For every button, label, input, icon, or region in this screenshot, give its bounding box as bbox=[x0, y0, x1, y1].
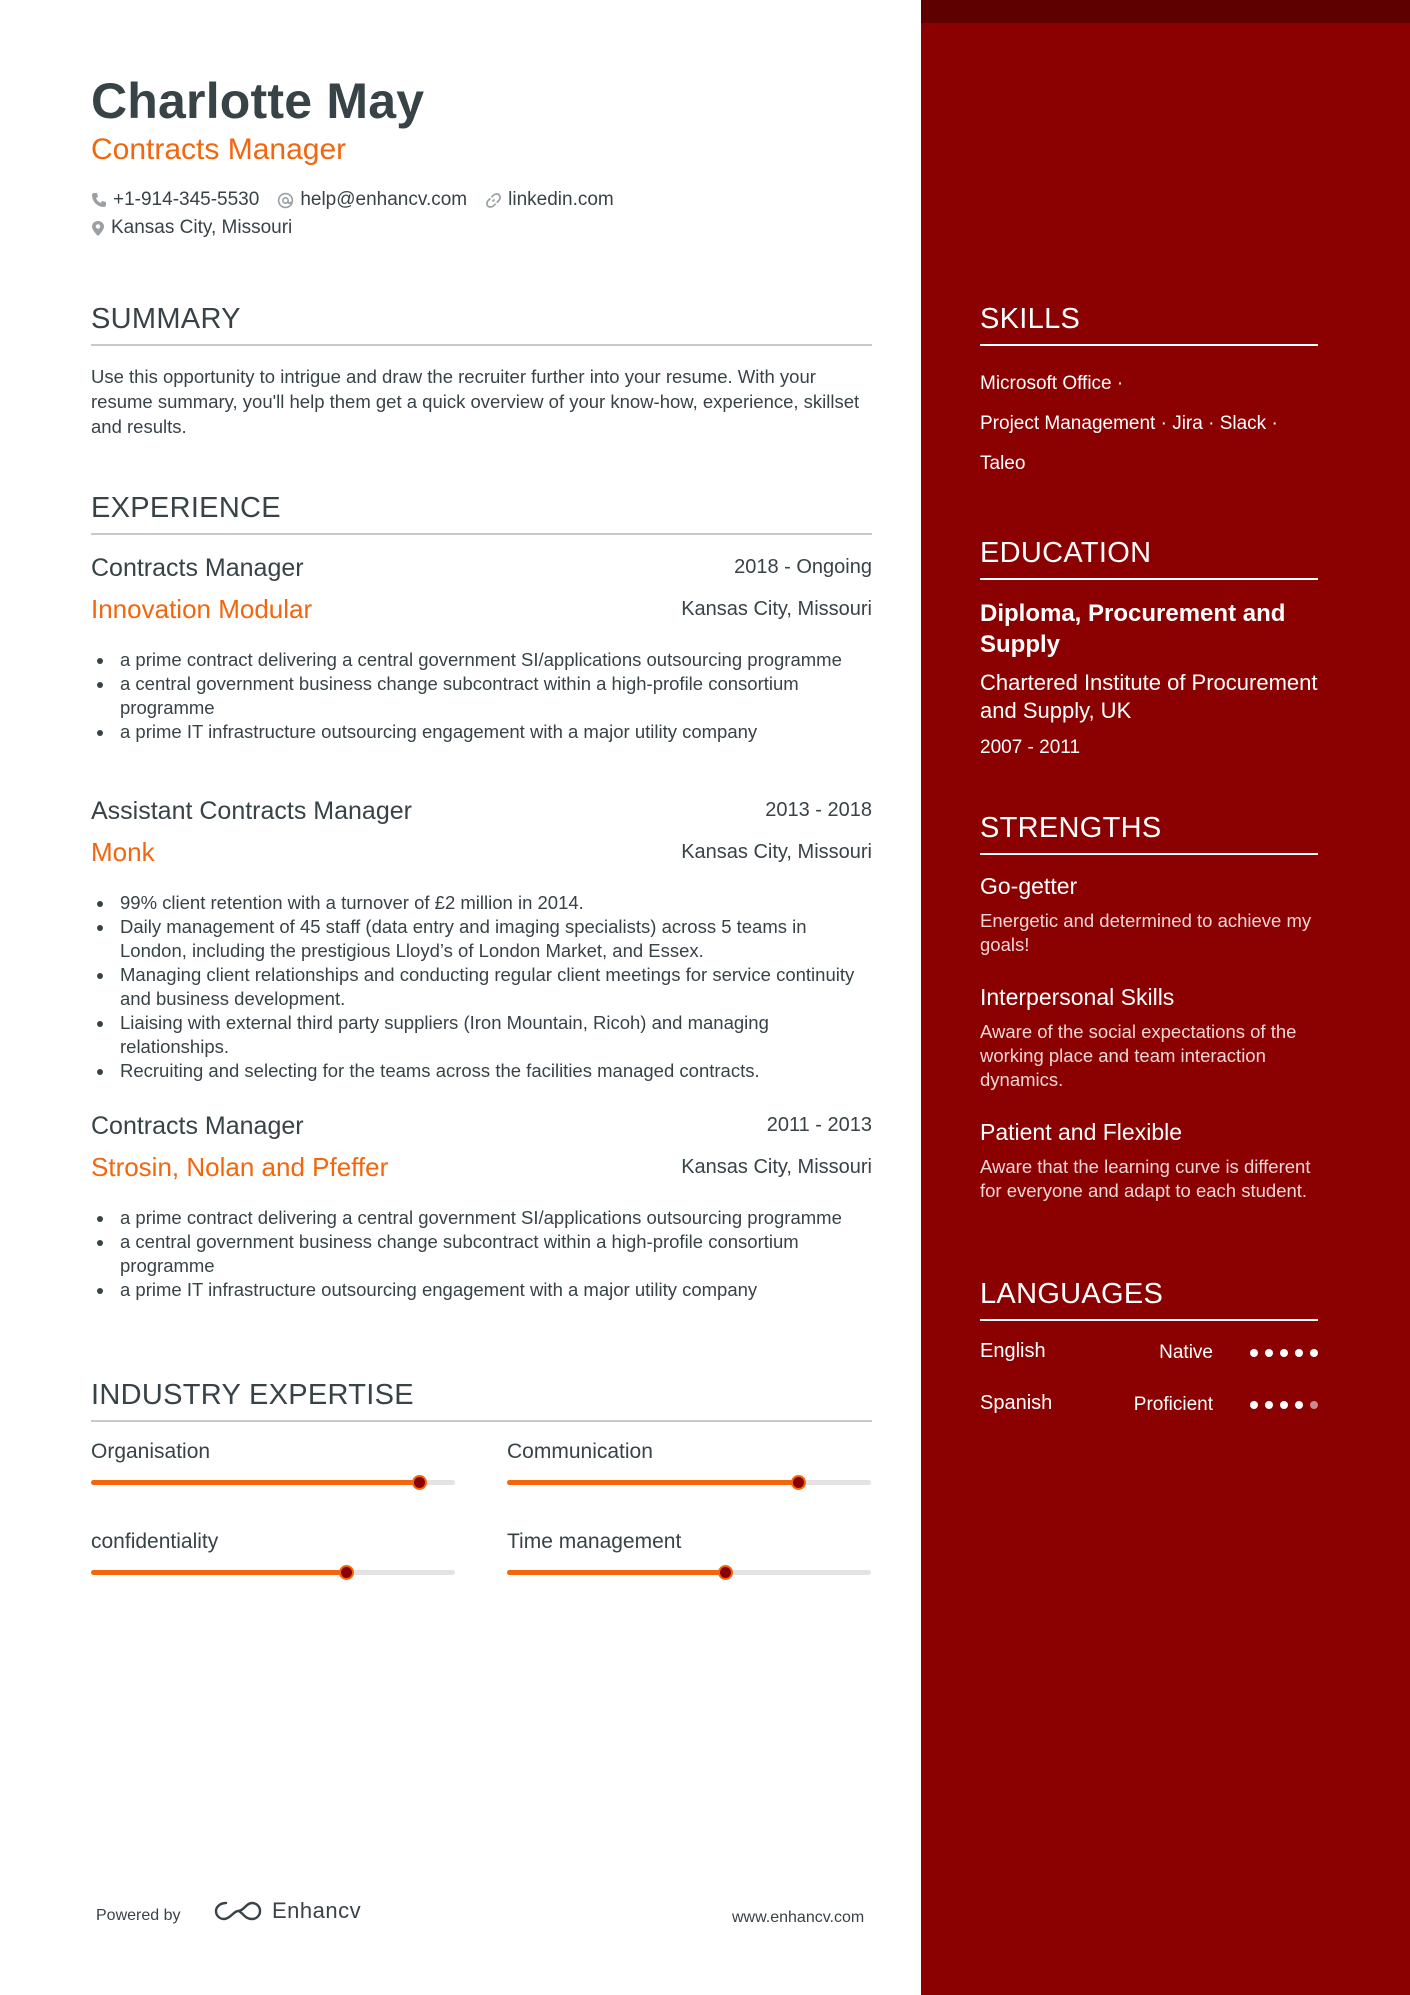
job-bullet: a prime IT infrastructure outsourcing engagement with a major utility company bbox=[91, 1278, 872, 1302]
location-text: Kansas City, Missouri bbox=[111, 217, 293, 238]
strength-description: Energetic and determined to achieve my goals! bbox=[980, 910, 1312, 955]
expertise-heading: INDUSTRY EXPERTISE bbox=[91, 1379, 872, 1422]
proficiency-dot bbox=[1310, 1401, 1318, 1409]
education-school: Chartered Institute of Procurement and Supply, UK bbox=[980, 670, 1318, 723]
location-pin-icon bbox=[91, 220, 105, 237]
proficiency-dot bbox=[1280, 1349, 1288, 1357]
expertise-bar-handle bbox=[791, 1475, 806, 1490]
job-bullet: Recruiting and selecting for the teams across the facilities managed contracts. bbox=[91, 1059, 872, 1083]
contact-location bbox=[91, 217, 292, 239]
footer-brand-text: Enhancv bbox=[272, 1898, 362, 1923]
expertise-bar-handle bbox=[718, 1565, 733, 1580]
language-level: Native bbox=[1159, 1342, 1213, 1363]
job-location: Kansas City, Missouri bbox=[681, 598, 872, 620]
job-bullet: Managing client relationships and conducting regular client meetings for service continuity and business development. bbox=[91, 963, 872, 1011]
language-level: Proficient bbox=[1133, 1394, 1213, 1415]
expertise-item bbox=[507, 1530, 871, 1575]
expertise-bar bbox=[91, 1480, 455, 1485]
footer-powered-by: Powered by bbox=[96, 1907, 181, 1924]
language-name: Spanish bbox=[980, 1392, 1053, 1414]
skills-heading: SKILLS bbox=[980, 303, 1318, 346]
language-proficiency-dots bbox=[1243, 1349, 1318, 1357]
strength-description: Aware that the learning curve is different for everyone and adapt to each student. bbox=[980, 1156, 1311, 1201]
skills-line: Taleo bbox=[980, 453, 1026, 474]
expertise-bar-handle bbox=[412, 1475, 427, 1490]
job-bullet: a prime IT infrastructure outsourcing engagement with a major utility company bbox=[91, 720, 872, 744]
job-entry bbox=[91, 797, 872, 1083]
expertise-bar-fill bbox=[507, 1480, 798, 1485]
candidate-title: Contracts Manager bbox=[91, 133, 347, 166]
phone-text: +1-914-345-5530 bbox=[113, 189, 260, 210]
job-company: Strosin, Nolan and Pfeffer bbox=[91, 1152, 389, 1182]
expertise-bar-fill bbox=[91, 1570, 346, 1575]
job-dates: 2013 - 2018 bbox=[765, 799, 872, 821]
sidebar bbox=[921, 0, 1410, 1995]
job-title: Contracts Manager bbox=[91, 1112, 304, 1140]
job-bullet: a prime contract delivering a central government SI/applications outsourcing programme bbox=[91, 648, 872, 672]
expertise-bar bbox=[91, 1570, 455, 1575]
expertise-label: Organisation bbox=[91, 1440, 211, 1463]
summary-heading: SUMMARY bbox=[91, 303, 872, 346]
link-text: linkedin.com bbox=[508, 189, 614, 210]
expertise-item bbox=[507, 1440, 871, 1485]
proficiency-dot bbox=[1280, 1401, 1288, 1409]
expertise-item bbox=[91, 1530, 455, 1575]
strength-description: Aware of the social expectations of the working place and team interaction dynamics. bbox=[980, 1021, 1297, 1090]
contact-info bbox=[91, 186, 632, 242]
job-bullet: Daily management of 45 staff (data entry and imaging specialists) across 5 teams in London, including the prestigious Lloyd’s of London Market, and Essex. bbox=[91, 915, 872, 963]
experience-heading: EXPERIENCE bbox=[91, 492, 872, 535]
expertise-label: Time management bbox=[507, 1530, 682, 1553]
job-company: Monk bbox=[91, 837, 155, 867]
language-name: English bbox=[980, 1340, 1046, 1362]
proficiency-dot bbox=[1310, 1349, 1318, 1357]
job-title: Assistant Contracts Manager bbox=[91, 797, 412, 825]
proficiency-dot bbox=[1295, 1401, 1303, 1409]
proficiency-dot bbox=[1250, 1401, 1258, 1409]
skills-line: Project Management · Jira · Slack · bbox=[980, 413, 1278, 434]
strength-title: Interpersonal Skills bbox=[980, 984, 1175, 1010]
language-item bbox=[980, 1340, 1318, 1370]
languages-heading: LANGUAGES bbox=[980, 1278, 1318, 1321]
education-degree: Diploma, Procurement and Supply bbox=[980, 600, 1286, 658]
footer-logo[interactable] bbox=[214, 1898, 361, 1924]
job-bullet: 99% client retention with a turnover of £2 million in 2014. bbox=[91, 891, 872, 915]
strengths-heading: STRENGTHS bbox=[980, 812, 1318, 855]
job-entry bbox=[91, 554, 872, 744]
expertise-label: Communication bbox=[507, 1440, 653, 1463]
job-dates: 2011 - 2013 bbox=[766, 1114, 872, 1136]
job-title: Contracts Manager bbox=[91, 554, 304, 582]
expertise-bar bbox=[507, 1480, 871, 1485]
strength-item bbox=[980, 1119, 1320, 1203]
expertise-bar-fill bbox=[507, 1570, 725, 1575]
summary-text: Use this opportunity to intrigue and draw the recruiter further into your resume. With your resume summary, you'll help them get a quick overview of your know-how, experience, skillset and results. bbox=[91, 366, 860, 437]
footer-url[interactable]: www.enhancv.com bbox=[732, 1909, 865, 1926]
education-heading: EDUCATION bbox=[980, 537, 1318, 580]
link-icon bbox=[485, 192, 502, 209]
expertise-bar-handle bbox=[339, 1565, 354, 1580]
proficiency-dot bbox=[1295, 1349, 1303, 1357]
job-company: Innovation Modular bbox=[91, 594, 313, 624]
sidebar-top-band bbox=[921, 0, 1410, 23]
education-dates: 2007 - 2011 bbox=[980, 737, 1081, 758]
candidate-name: Charlotte May bbox=[91, 73, 425, 129]
proficiency-dot bbox=[1265, 1349, 1273, 1357]
skills-list bbox=[980, 364, 1320, 484]
at-icon bbox=[277, 192, 294, 209]
job-bullets bbox=[91, 648, 872, 744]
job-bullet: a prime contract delivering a central government SI/applications outsourcing programme bbox=[91, 1206, 872, 1230]
language-item bbox=[980, 1392, 1318, 1422]
job-location: Kansas City, Missouri bbox=[681, 1156, 872, 1178]
job-bullet: a central government business change subcontract within a high-profile consortium programme bbox=[91, 672, 872, 720]
job-bullet: Liaising with external third party suppliers (Iron Mountain, Ricoh) and managing relationships. bbox=[91, 1011, 872, 1059]
contact-phone[interactable] bbox=[91, 189, 259, 211]
skills-line: Microsoft Office · bbox=[980, 373, 1124, 394]
strength-item bbox=[980, 873, 1320, 957]
expertise-bar bbox=[507, 1570, 871, 1575]
job-bullets bbox=[91, 891, 872, 1083]
contact-link[interactable] bbox=[485, 189, 614, 211]
proficiency-dot bbox=[1250, 1349, 1258, 1357]
job-location: Kansas City, Missouri bbox=[681, 841, 872, 863]
job-bullet: a central government business change subcontract within a high-profile consortium programme bbox=[91, 1230, 872, 1278]
email-text: help@enhancv.com bbox=[300, 189, 468, 210]
proficiency-dot bbox=[1265, 1401, 1273, 1409]
strength-title: Go-getter bbox=[980, 873, 1078, 899]
language-proficiency-dots bbox=[1243, 1401, 1318, 1409]
enhancv-logo-icon bbox=[214, 1899, 262, 1923]
job-bullets bbox=[91, 1206, 872, 1302]
job-dates: 2018 - Ongoing bbox=[734, 556, 872, 578]
expertise-item bbox=[91, 1440, 455, 1485]
expertise-label: confidentiality bbox=[91, 1530, 219, 1553]
contact-email[interactable] bbox=[277, 189, 467, 211]
expertise-bar-fill bbox=[91, 1480, 419, 1485]
job-entry bbox=[91, 1112, 872, 1302]
phone-icon bbox=[91, 192, 107, 208]
strength-item bbox=[980, 984, 1320, 1092]
strength-title: Patient and Flexible bbox=[980, 1119, 1183, 1145]
